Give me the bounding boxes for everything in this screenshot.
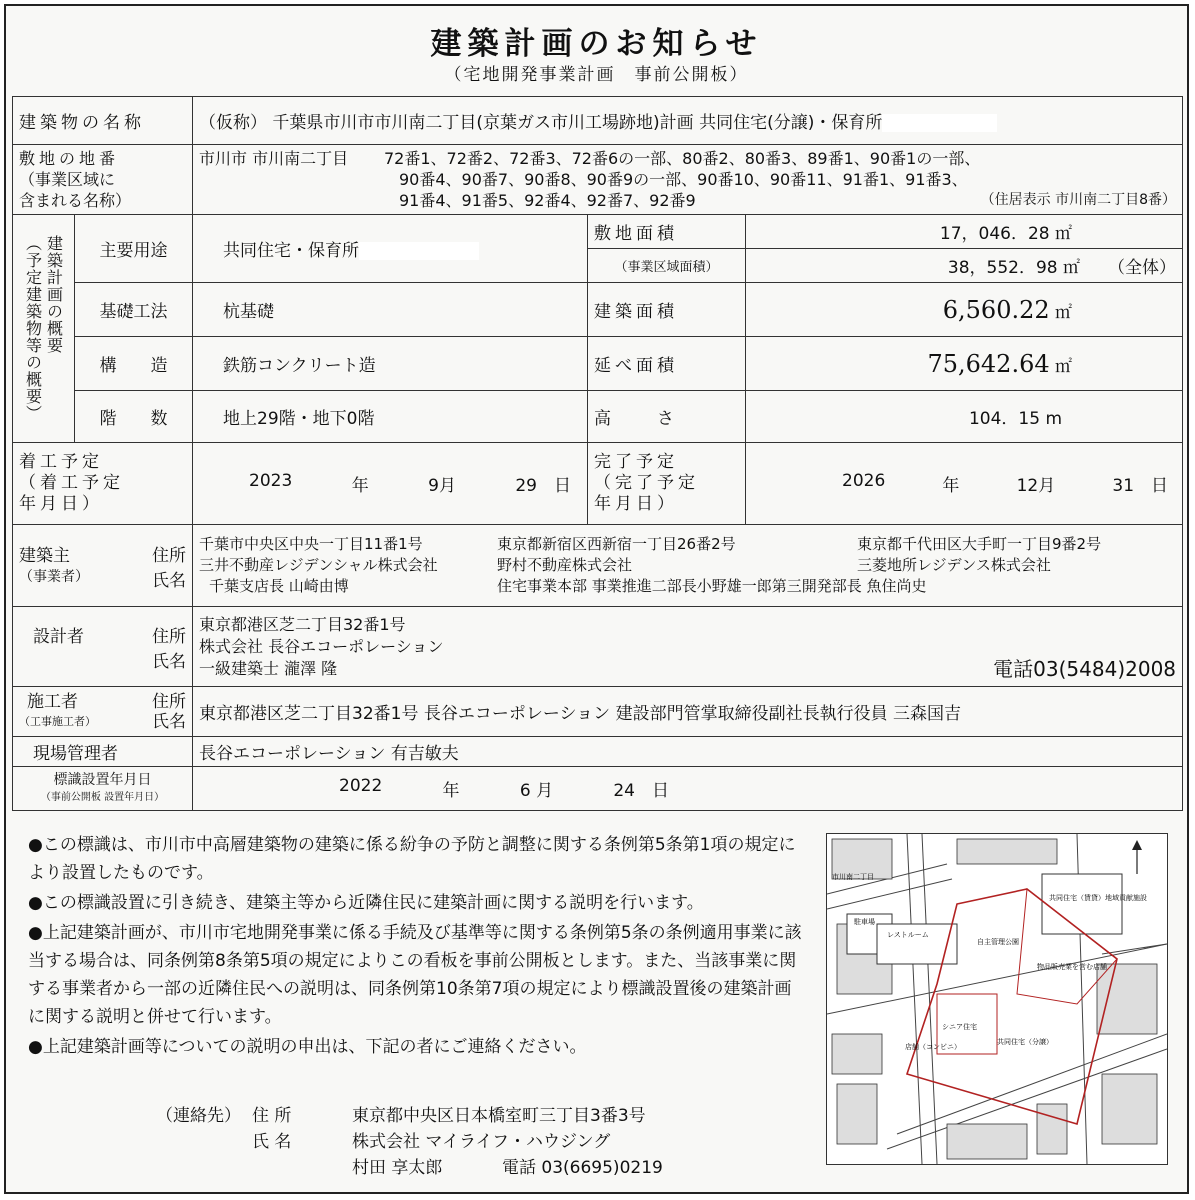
map-label-park: 自主管理公園: [977, 938, 1019, 946]
map-label-condo: 共同住宅（分譲）: [997, 1038, 1053, 1046]
building-name-cell: [193, 97, 1183, 145]
start-year: 2023: [249, 471, 293, 491]
contact-address: 東京都中央区日本橋室町三丁目3番3号: [352, 1106, 646, 1126]
use-cell: [193, 215, 588, 283]
end-label-1: 完了予定: [594, 452, 678, 472]
sign-date-label: [13, 767, 193, 811]
sign-month: 6: [519, 781, 531, 801]
site-address-note: （住居表示 市川南二丁目8番）: [980, 192, 1177, 208]
site-label-3: 含まれる名称）: [19, 191, 132, 210]
month-char: 月: [1038, 476, 1056, 496]
overview-label: [13, 233, 74, 424]
designer-label: [13, 607, 193, 687]
site-line-1-row: [199, 148, 1176, 169]
sign-date-label-2: （事前公開板 設置年月日）: [40, 791, 165, 803]
end-label-3: 年月日）: [594, 494, 678, 514]
owner-1-person: 千葉支店長 山崎由博: [209, 577, 349, 595]
contractor-name-label: 氏名: [152, 711, 186, 732]
month-char: 月: [438, 476, 456, 496]
sign-year: 2022: [339, 776, 383, 796]
sign-date-value: [193, 767, 1183, 811]
overview-label-cell: [13, 215, 75, 443]
designer-name-label: 氏名: [152, 651, 186, 672]
floors-label: 階 数: [75, 391, 193, 443]
contact-name-label: 氏 名: [252, 1132, 292, 1152]
map-label-shop: 物品販売業を営む店舗: [1037, 963, 1107, 971]
building-area-unit: ㎡: [1055, 302, 1073, 323]
project-area-cell: [746, 249, 1183, 283]
notice-board: [4, 4, 1189, 1194]
building-area-label: 建築面積: [588, 283, 746, 337]
owner-3-address: 東京都千代田区大手町一丁目9番2号: [857, 535, 1102, 553]
row-structure: [13, 337, 1183, 391]
designer-phone: 電話03(5484)2008: [993, 656, 1177, 681]
building-name-label: 建築物の名称: [13, 97, 193, 145]
end-year: 2026: [842, 471, 886, 491]
contact-phone: 電話 03(6695)0219: [502, 1158, 663, 1178]
day-char: 日: [1151, 476, 1169, 496]
site-manager-label: 現場管理者: [13, 737, 193, 767]
year-char: 年: [942, 476, 960, 496]
structure-label: 構 造: [75, 337, 193, 391]
start-day: 29: [515, 476, 537, 496]
building-area-cell: [746, 283, 1183, 337]
contractor-addr-label: 住所: [152, 691, 186, 712]
owner-2-address: 東京都新宿区西新宿一丁目26番2号: [497, 535, 736, 553]
start-date: [193, 443, 588, 525]
note-item: ●この標識は、市川市中高層建築物の建築に係る紛争の予防と調整に関する条例第5条第1項の規定により設置したものです。: [28, 835, 796, 883]
row-site-manager: [13, 737, 1183, 767]
year-char: 年: [351, 476, 369, 496]
project-area-value: 38，552．98 ㎡: [947, 258, 1081, 278]
masked-area: [359, 242, 479, 260]
floor-area-label: 延べ面積: [588, 337, 746, 391]
site-value: [193, 145, 1183, 215]
designer-label-text: 設計者: [33, 626, 84, 647]
contractor-label: [13, 687, 193, 737]
overview-inner-label: 建築計画の概要: [44, 235, 64, 354]
site-city: 市川市 市川南二丁目: [199, 149, 349, 168]
project-area-note: （全体）: [1108, 258, 1177, 278]
page-title: 建築計画のお知らせ: [430, 26, 763, 62]
structure-value: 鉄筋コンクリート造: [193, 337, 588, 391]
day-char: 日: [651, 781, 669, 801]
start-month: 9: [428, 476, 439, 496]
designer-value: [193, 607, 1183, 687]
site-label-1: 敷地の地番: [19, 149, 120, 168]
contact-addr-label: 住 所: [252, 1106, 292, 1126]
owner-addr-label: 住所: [152, 545, 186, 566]
site-line-3: 91番4、91番5、92番4、92番7、92番9: [399, 191, 696, 210]
building-name-value: （仮称） 千葉県市川市市川南二丁目(京葉ガス市川工場跡地)計画 共同住宅(分譲)・保育所: [199, 113, 883, 133]
map-label-restroom: レストルーム: [887, 931, 929, 939]
owner-1-company: 三井不動産レジデンシャル株式会社: [199, 556, 438, 574]
contractor-label-2: （工事施工者）: [19, 714, 96, 728]
start-label-3: 年月日）: [19, 494, 103, 514]
contact-company: 株式会社 マイライフ・ハウジング: [352, 1132, 611, 1152]
overview-outer-label: （予定建築物等の概要）: [23, 235, 43, 422]
start-label: [13, 443, 193, 525]
height-label: 高 さ: [588, 391, 746, 443]
row-sign-date: [13, 767, 1183, 811]
contact-label: （連絡先）: [156, 1106, 241, 1126]
row-site: [13, 145, 1183, 215]
year-char: 年: [442, 781, 460, 801]
row-floors: [13, 391, 1183, 443]
site-map-drawing: [827, 834, 1167, 1164]
start-label-1: 着工予定: [19, 452, 103, 472]
owner-value: [193, 525, 1183, 607]
map-label-parking: 駐車場: [854, 918, 875, 926]
map-label-store: 店舗（コンビニ）: [905, 1043, 961, 1051]
row-building-name: [13, 97, 1183, 145]
floors-value: 地上29階・地下0階: [193, 391, 588, 443]
owner-label: [13, 525, 193, 607]
row-foundation: [13, 283, 1183, 337]
end-label: [588, 443, 746, 525]
foundation-label: 基礎工法: [75, 283, 193, 337]
designer-person: 一級建築士 瀧澤 隆: [199, 658, 338, 678]
map-label-senior: シニア住宅: [942, 1023, 977, 1031]
end-day: 31: [1112, 476, 1135, 496]
note-item: ●上記建築計画が、市川市宅地開発事業に係る手続及び基準等に関する条例第5条の条例適用事業に該当する場合は、同条例第8条第5項の規定によりこの看板を事前公開板とします。また、当該事業に関する事業者から一部の近隣住民への説明は、同条例第10条第7項の規定により標識設置後の建築計画に関する説明と併せて行います。: [28, 923, 802, 1027]
row-contractor: [13, 687, 1183, 737]
contractor-value: 東京都港区芝二丁目32番1号 長谷エコーポレーション 建設部門管掌取締役副社長執行役員 三森国吉: [193, 687, 1183, 737]
contractor-label-1: 施工者: [27, 691, 78, 712]
site-area-value: 17，046．28 ㎡: [746, 215, 1183, 249]
use-value: 共同住宅・保育所: [223, 241, 359, 261]
end-label-2: （完了予定: [594, 473, 699, 493]
sign-date-label-1: 標識設置年月日: [53, 771, 152, 788]
owner-2-person: 住宅事業本部 事業推進二部長小野雄一郎第三開発部長 魚住尚史: [497, 577, 927, 595]
owner-1-address: 千葉市中央区中央一丁目11番1号: [199, 535, 423, 553]
floor-area-value: 75,642.64: [927, 349, 1050, 378]
designer-company: 株式会社 長谷エコーポレーション: [199, 636, 444, 656]
contact-person: 村田 享太郎: [352, 1158, 443, 1178]
height-value: 104．15 m: [746, 391, 1183, 443]
row-schedule: [13, 443, 1183, 525]
map-label-area: 市川南二丁目: [832, 873, 874, 881]
floor-area-cell: [746, 337, 1183, 391]
row-use-sitearea: [13, 215, 1183, 249]
owner-label-1: 建築主: [19, 545, 70, 566]
site-line-2: 90番4、90番7、90番8、90番9の一部、90番10、90番11、91番1、91番3、: [399, 170, 968, 189]
site-area-label: 敷地面積: [588, 215, 746, 249]
end-date: [746, 443, 1183, 525]
owner-3-company: 三菱地所レジデンス株式会社: [857, 556, 1051, 574]
day-char: 日: [554, 476, 571, 496]
project-area-label: （事業区域面積）: [588, 249, 746, 283]
owner-label-2: （事業者）: [19, 568, 89, 585]
page-subtitle: （宅地開発事業計画 事前公開板）: [444, 65, 749, 85]
designer-addr-label: 住所: [152, 626, 186, 647]
month-char: 月: [536, 781, 554, 801]
owner-name-label: 氏名: [152, 570, 186, 591]
end-month: 12: [1016, 476, 1039, 496]
start-label-2: （着工予定: [19, 473, 124, 493]
use-label: 主要用途: [75, 215, 193, 283]
row-owner: [13, 525, 1183, 607]
owner-2-company: 野村不動産株式会社: [497, 556, 633, 574]
building-area-value: 6,560.22: [942, 295, 1050, 324]
site-label-2: （事業区域に: [19, 170, 116, 189]
map-label-rental: 共同住宅（賃貸）地域貢献施設: [1049, 894, 1147, 902]
site-map: [826, 833, 1168, 1165]
note-item: ●この標識設置に引き続き、建築主等から近隣住民に建築計画に関する説明を行います。: [28, 893, 704, 913]
contact-block: [156, 1103, 663, 1181]
site-manager-value: 長谷エコーポレーション 有吉敏夫: [193, 737, 1183, 767]
foundation-value: 杭基礎: [193, 283, 588, 337]
site-label: [13, 145, 193, 215]
note-item: ●上記建築計画等についての説明の申出は、下記の者にご連絡ください。: [28, 1037, 587, 1057]
notes: [28, 831, 808, 1063]
row-designer: [13, 607, 1183, 687]
floor-area-unit: ㎡: [1055, 356, 1073, 377]
info-table: [12, 96, 1183, 811]
masked-area: [882, 114, 997, 132]
sign-day: 24: [613, 781, 635, 801]
designer-address: 東京都港区芝二丁目32番1号: [199, 614, 406, 634]
site-line-1: 72番1、72番2、72番3、72番6の一部、80番2、80番3、89番1、90番1の一部、: [384, 149, 981, 168]
